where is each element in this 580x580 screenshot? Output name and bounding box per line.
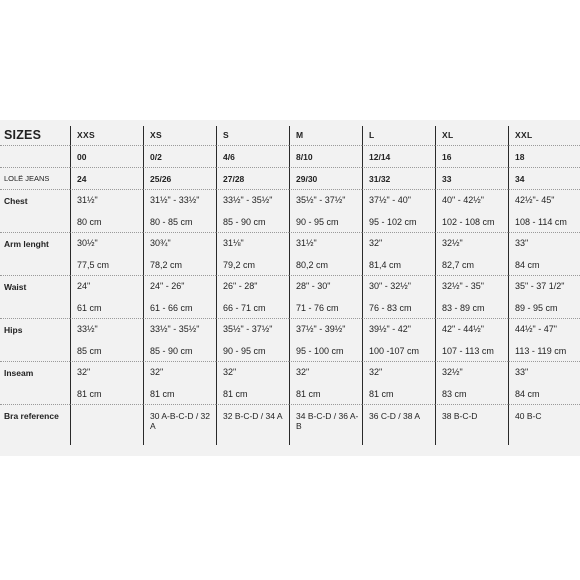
measurement-cell [70, 362, 143, 405]
measurement-label: Chest [0, 190, 70, 233]
jeans-size: 29/30 [289, 168, 362, 190]
size-header: S [216, 126, 289, 146]
cm-value: 82,7 cm [442, 260, 475, 270]
cm-value: 85 - 90 cm [150, 346, 193, 356]
cm-value: 102 - 108 cm [442, 217, 495, 227]
inch-value: 32" [223, 367, 237, 377]
measurement-cell [216, 319, 289, 362]
measurement-cell [362, 362, 435, 405]
numeric-size: 12/14 [362, 146, 435, 168]
jeans-size: 34 [508, 168, 580, 190]
measurement-cell [70, 276, 143, 319]
inch-value: 30" - 32½" [369, 281, 411, 291]
cm-value: 113 - 119 cm [515, 346, 567, 356]
inch-value: 42½"- 45" [515, 195, 555, 205]
cm-value: 85 - 90 cm [223, 217, 266, 227]
inch-value: 31½" - 33½" [150, 195, 200, 205]
measurement-cell [508, 233, 580, 276]
inch-value: 32" [150, 367, 164, 377]
measurement-cell [143, 362, 216, 405]
cm-value: 107 - 113 cm [442, 346, 494, 356]
cm-value: 61 cm [77, 303, 102, 313]
cm-value: 83 - 89 cm [442, 303, 485, 313]
bra-value: 36 C-D / 38 A [362, 405, 435, 445]
bra-value [70, 405, 143, 445]
inch-value: 35½" - 37½" [223, 324, 273, 334]
cm-value: 78,2 cm [150, 260, 183, 270]
numeric-size: 16 [435, 146, 508, 168]
inch-value: 33½" [77, 324, 98, 334]
cm-value: 84 cm [515, 260, 540, 270]
numeric-size: 18 [508, 146, 580, 168]
inch-value: 26" - 28" [223, 281, 258, 291]
header-label: SIZES [0, 126, 70, 146]
numeric-size: 0/2 [143, 146, 216, 168]
measurement-cell [70, 319, 143, 362]
measurement-cell [362, 276, 435, 319]
measurement-cell [508, 276, 580, 319]
inch-value: 42" - 44½" [442, 324, 484, 334]
measurement-label: Arm lenght [0, 233, 70, 276]
cm-value: 84 cm [515, 389, 540, 399]
jeans-size: 24 [70, 168, 143, 190]
cm-value: 83 cm [442, 389, 467, 399]
cm-value: 95 - 100 cm [296, 346, 344, 356]
inch-value: 35½" - 37½" [296, 195, 346, 205]
inch-value: 35" - 37 1/2" [515, 281, 565, 291]
inch-value: 31½" [296, 238, 317, 248]
cm-value: 81 cm [150, 389, 175, 399]
bra-value: 30 A-B-C-D / 32 A [143, 405, 216, 445]
inch-value: 32" [369, 238, 383, 248]
measurement-cell [508, 190, 580, 233]
measurement-cell [289, 362, 362, 405]
cm-value: 79,2 cm [223, 260, 256, 270]
numeric-size: 4/6 [216, 146, 289, 168]
measurement-cell [216, 276, 289, 319]
inch-value: 31⅛" [223, 238, 244, 248]
bra-value: 40 B-C [508, 405, 580, 445]
measurement-cell [435, 233, 508, 276]
measurement-cell [435, 276, 508, 319]
cm-value: 90 - 95 cm [223, 346, 266, 356]
inch-value: 32½" [442, 238, 463, 248]
cm-value: 66 - 71 cm [223, 303, 266, 313]
cm-value: 71 - 76 cm [296, 303, 339, 313]
inch-value: 37½" - 40" [369, 195, 411, 205]
measurement-cell [143, 276, 216, 319]
measurement-cell [289, 233, 362, 276]
cm-value: 80 cm [77, 217, 102, 227]
inch-value: 28" - 30" [296, 281, 331, 291]
measurement-cell [362, 319, 435, 362]
jeans-label: LOLË JEANS [0, 168, 70, 190]
size-header: XXL [508, 126, 580, 146]
measurement-cell [216, 190, 289, 233]
cm-value: 85 cm [77, 346, 102, 356]
cm-value: 95 - 102 cm [369, 217, 417, 227]
measurement-cell [70, 233, 143, 276]
measurement-cell [289, 276, 362, 319]
numeric-size: 8/10 [289, 146, 362, 168]
inch-value: 33½" - 35½" [150, 324, 200, 334]
bra-value: 32 B-C-D / 34 A [216, 405, 289, 445]
inch-value: 32" [296, 367, 310, 377]
size-header: XS [143, 126, 216, 146]
inch-value: 44½" - 47" [515, 324, 557, 334]
cm-value: 80,2 cm [296, 260, 329, 270]
inch-value: 33" [515, 238, 529, 248]
measurement-cell [508, 362, 580, 405]
inch-value: 32½" - 35" [442, 281, 484, 291]
measurement-cell [508, 319, 580, 362]
numeric-size: 00 [70, 146, 143, 168]
jeans-size: 27/28 [216, 168, 289, 190]
measurement-cell [70, 190, 143, 233]
measurement-cell [289, 190, 362, 233]
size-header: XXS [70, 126, 143, 146]
inch-value: 32" [77, 367, 91, 377]
inch-value: 30½" [77, 238, 98, 248]
inch-value: 32½" [442, 367, 463, 377]
measurement-cell [362, 233, 435, 276]
cm-value: 90 - 95 cm [296, 217, 339, 227]
measurement-cell [143, 319, 216, 362]
measurement-label: Hips [0, 319, 70, 362]
inch-value: 24" - 26" [150, 281, 185, 291]
measurement-label: Inseam [0, 362, 70, 405]
jeans-size: 31/32 [362, 168, 435, 190]
measurement-cell [216, 233, 289, 276]
numeric-label [0, 146, 70, 168]
measurement-cell [435, 190, 508, 233]
size-header: XL [435, 126, 508, 146]
bra-value: 38 B-C-D [435, 405, 508, 445]
measurement-cell [289, 319, 362, 362]
cm-value: 80 - 85 cm [150, 217, 193, 227]
cm-value: 108 - 114 cm [515, 217, 567, 227]
inch-value: 39½" - 42" [369, 324, 411, 334]
measurement-label: Waist [0, 276, 70, 319]
cm-value: 81 cm [223, 389, 248, 399]
measurement-cell [435, 362, 508, 405]
cm-value: 81,4 cm [369, 260, 402, 270]
bra-label: Bra reference [4, 411, 59, 421]
inch-value: 24" [77, 281, 91, 291]
cm-value: 81 cm [369, 389, 394, 399]
cm-value: 100 -107 cm [369, 346, 420, 356]
measurement-cell [143, 233, 216, 276]
inch-value: 31½" [77, 195, 98, 205]
bra-value: 34 B-C-D / 36 A-B [289, 405, 362, 445]
inch-value: 37½" - 39½" [296, 324, 346, 334]
size-header: M [289, 126, 362, 146]
inch-value: 32" [369, 367, 383, 377]
size-header: L [362, 126, 435, 146]
measurement-cell [216, 362, 289, 405]
inch-value: 40" - 42½" [442, 195, 484, 205]
size-chart-table [0, 126, 580, 445]
jeans-size: 33 [435, 168, 508, 190]
cm-value: 61 - 66 cm [150, 303, 193, 313]
measurement-cell [362, 190, 435, 233]
cm-value: 81 cm [296, 389, 321, 399]
inch-value: 33½" - 35½" [223, 195, 273, 205]
inch-value: 33" [515, 367, 529, 377]
cm-value: 89 - 95 cm [515, 303, 558, 313]
cm-value: 77,5 cm [77, 260, 110, 270]
cm-value: 81 cm [77, 389, 102, 399]
inch-value: 30¾" [150, 238, 171, 248]
measurement-cell [435, 319, 508, 362]
measurement-cell [143, 190, 216, 233]
jeans-size: 25/26 [143, 168, 216, 190]
cm-value: 76 - 83 cm [369, 303, 412, 313]
